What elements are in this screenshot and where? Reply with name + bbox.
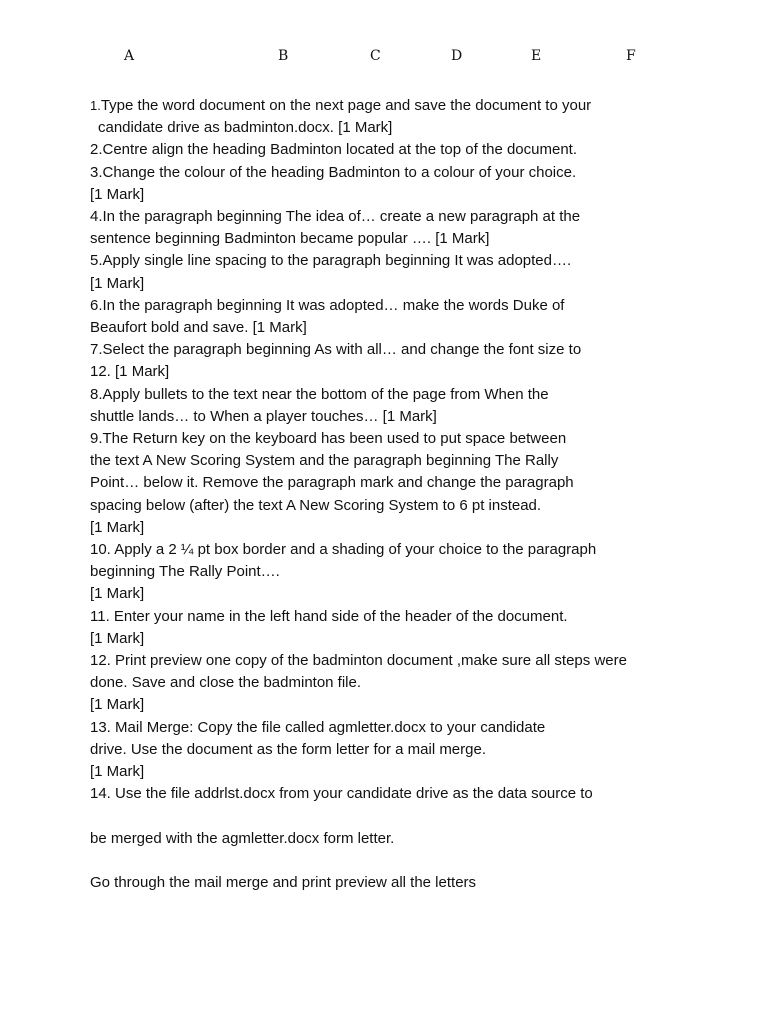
instruction-line: 13. Mail Merge: Copy the file called agmletter.docx to your candidate [90,718,546,736]
instruction-line: done. Save and close the badminton file. [90,674,362,692]
instruction-line: [1 Mark] [90,274,145,292]
instruction-line: 5.Apply single line spacing to the paragraph beginning It was adopted…. [90,252,572,270]
instruction-line [90,95,690,117]
instruction-line: 8.Apply bullets to the text near the bottom of the page from When the [90,385,549,403]
instruction-line: shuttle lands… to When a player touches… [1 Mark] [90,407,437,425]
instruction-line: [1 Mark] [90,629,145,647]
instruction-line: 4.In the paragraph beginning The idea of… create a new paragraph at the [90,208,581,226]
column-letter-a: A [124,48,135,64]
instruction-line: 11. Enter your name in the left hand side of the header of the document. [90,607,568,625]
instruction-line: beginning The Rally Point…. [90,563,280,581]
instruction-line: 6.In the paragraph beginning It was adopted… make the words Duke of [90,296,565,314]
instruction-line: 2.Centre align the heading Badminton located at the top of the document. [90,141,578,159]
instruction-line: 12. Print preview one copy of the badminton document ,make sure all steps were [90,652,627,670]
instruction-line: 12. [1 Mark] [90,363,170,381]
instruction-line: 3.Change the colour of the heading Badminton to a colour of your choice. [90,163,577,181]
instructions-list [90,95,690,894]
instruction-line: [1 Mark] [90,185,145,203]
instruction-line: [1 Mark] [90,696,145,714]
instruction-line: candidate drive as badminton.docx. [1 Mark] [98,119,393,137]
instruction-line: Beaufort bold and save. [1 Mark] [90,319,307,337]
paragraph-gap [90,806,690,828]
instruction-line: 10. Apply a 2 ¼ pt box border and a shading of your choice to the paragraph [90,541,597,559]
instruction-line: [1 Mark] [90,518,145,536]
instruction-line: Point… below it. Remove the paragraph mark and change the paragraph [90,474,574,492]
instruction-text: Type the word document on the next page and save the document to your [100,97,592,114]
instruction-line: drive. Use the document as the form letter for a mail merge. [90,740,486,758]
column-letter-f: F [626,48,636,64]
column-letter-d: D [451,48,463,64]
instruction-number: 1. [90,98,101,113]
instruction-line: the text A New Scoring System and the paragraph beginning The Rally [90,452,559,470]
instruction-line: 14. Use the file addrlst.docx from your candidate drive as the data source to [90,785,593,803]
instruction-line: 9.The Return key on the keyboard has been used to put space between [90,430,567,448]
instruction-line: Go through the mail merge and print preview all the letters [90,873,477,891]
paragraph-gap [90,850,690,872]
column-letter-e: E [531,48,542,64]
instruction-line: spacing below (after) the text A New Scoring System to 6 pt instead. [90,496,542,514]
instruction-line: sentence beginning Badminton became popular …. [1 Mark] [90,230,490,248]
column-letter-b: B [278,48,289,64]
instruction-line: [1 Mark] [90,585,145,603]
column-letter-c: C [370,48,381,64]
instruction-line: 7.Select the paragraph beginning As with all… and change the font size to [90,341,582,359]
instruction-line: be merged with the agmletter.docx form letter. [90,829,395,847]
instruction-line: [1 Mark] [90,763,145,781]
